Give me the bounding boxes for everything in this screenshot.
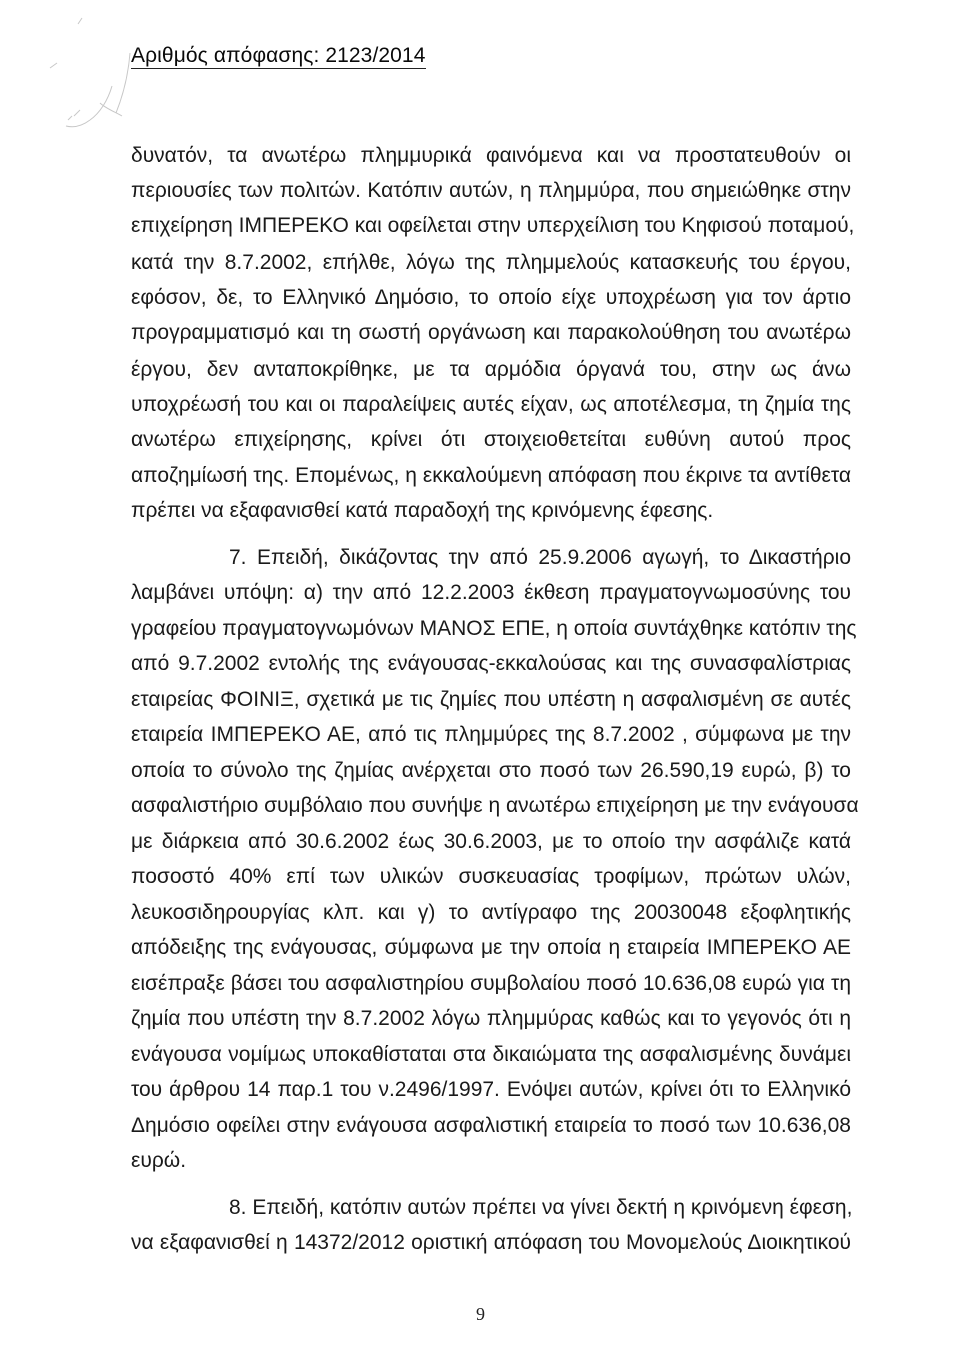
faint-stamp-mark xyxy=(30,8,160,138)
body-line: λευκοσιδηρουργίας κλπ. και γ) το αντίγραφο της 20030048 εξοφλητικής xyxy=(131,901,851,924)
body-line: περιουσίες των πολιτών. Κατόπιν αυτών, η πλημμύρα, που σημειώθηκε στην xyxy=(131,179,851,202)
body-line: γραφείου πραγματογνωμόνων ΜΑΝΟΣ ΕΠΕ, η οποία συντάχθηκε κατόπιν της xyxy=(131,617,857,640)
body-line: κατά την 8.7.2002, επήλθε, λόγω της πλημμελούς κατασκευής του έργου, xyxy=(131,251,851,274)
body-line: με διάρκεια από 30.6.2002 έως 30.6.2003, με το οποίο την ασφάλιζε κατά xyxy=(131,830,851,853)
body-line: ανωτέρω επιχείρησης, κρίνει ότι στοιχειοθετείται ευθύνη αυτού προς xyxy=(131,428,851,451)
body-line: αποζημίωσή της. Επομένως, η εκκαλούμενη απόφαση που έκρινε τα αντίθετα xyxy=(131,464,851,487)
body-line: από 9.7.2002 εντολής της ενάγουσας-εκκαλούσας και της συνασφαλίστριας xyxy=(131,652,851,675)
body-line: προγραμματισμό και τη σωστή οργάνωση και παρακολούθηση του ανωτέρω xyxy=(131,321,851,344)
body-line: εταιρείας ΦΟΙΝΙΞ, σχετικά με τις ζημίες που υπέστη η ασφαλισμένη σε αυτές xyxy=(131,688,851,711)
body-line: υποχρέωσή του και οι παραλείψεις αυτές είχαν, ως αποτέλεσμα, τη ζημία της xyxy=(131,393,851,416)
body-line: λαμβάνει υπόψη: α) την από 12.2.2003 έκθεση πραγματογνωμοσύνης του xyxy=(131,581,851,604)
body-line: εισέπραξε βάσει του ασφαλιστηρίου συμβολαίου ποσό 10.636,08 ευρώ για τη xyxy=(131,972,851,995)
body-line: έργου, δεν ανταποκρίθηκε, με τα αρμόδια όργανά του, στην ως άνω xyxy=(131,358,851,381)
body-line: απόδειξης της ενάγουσας, σύμφωνα με την οποία η εταιρεία ΙΜΠΕΡΕΚΟ ΑΕ xyxy=(131,936,851,959)
section-7-first-line: 7. Επειδή, δικάζοντας την από 25.9.2006 αγωγή, το Δικαστήριο xyxy=(229,546,851,569)
body-line: πρέπει να εξαφανισθεί κατά παραδοχή της κρινόμενης έφεσης. xyxy=(131,499,714,522)
body-line: εφόσον, δε, το Ελληνικό Δημόσιο, το οποίο είχε υποχρέωση για τον άρτιο xyxy=(131,286,851,309)
body-line: Δημόσιο οφείλει στην ενάγουσα ασφαλιστική εταιρεία το ποσό των 10.636,08 xyxy=(131,1114,851,1137)
body-line: του άρθρου 14 παρ.1 του ν.2496/1997. Ενόψει αυτών, κρίνει ότι το Ελληνικό xyxy=(131,1078,851,1101)
body-line: ενάγουσα νομίμως υποκαθίσταται στα δικαιώματα της ασφαλισμένης δυνάμει xyxy=(131,1043,851,1066)
body-line: οποία το σύνολο της ζημίας ανέρχεται στο ποσό των 26.590,19 ευρώ, β) το xyxy=(131,759,851,782)
body-line: ευρώ. xyxy=(131,1149,187,1172)
page-number: 9 xyxy=(476,1304,485,1324)
body-line: ποσοστό 40% επί των υλικών συσκευασίας τροφίμων, πρώτων υλών, xyxy=(131,865,851,888)
section-8-first-line: 8. Επειδή, κατόπιν αυτών πρέπει να γίνει δεκτή η κρινόμενη έφεση, xyxy=(229,1196,853,1219)
body-line: ασφαλιστήριο συμβόλαιο που συνήψε η ανωτέρω επιχείρηση με την ενάγουσα xyxy=(131,794,859,817)
decision-number-header: Αριθμός απόφασης: 2123/2014 xyxy=(131,44,426,67)
body-line: εταιρεία ΙΜΠΕΡΕΚΟ ΑΕ, από τις πλημμύρες της 8.7.2002 , σύμφωνα με την xyxy=(131,723,851,746)
body-line: επιχείρηση ΙΜΠΕΡΕΚΟ και οφείλεται στην υπερχείλιση του Κηφισού ποταμού, xyxy=(131,214,855,237)
body-line: να εξαφανισθεί η 14372/2012 οριστική απόφαση του Μονομελούς Διοικητικού xyxy=(131,1231,851,1254)
body-line: δυνατόν, τα ανωτέρω πλημμυρικά φαινόμενα και να προστατευθούν οι xyxy=(131,144,851,167)
body-line: ζημία που υπέστη την 8.7.2002 λόγω πλημμύρας καθώς και το γεγονός ότι η xyxy=(131,1007,851,1030)
